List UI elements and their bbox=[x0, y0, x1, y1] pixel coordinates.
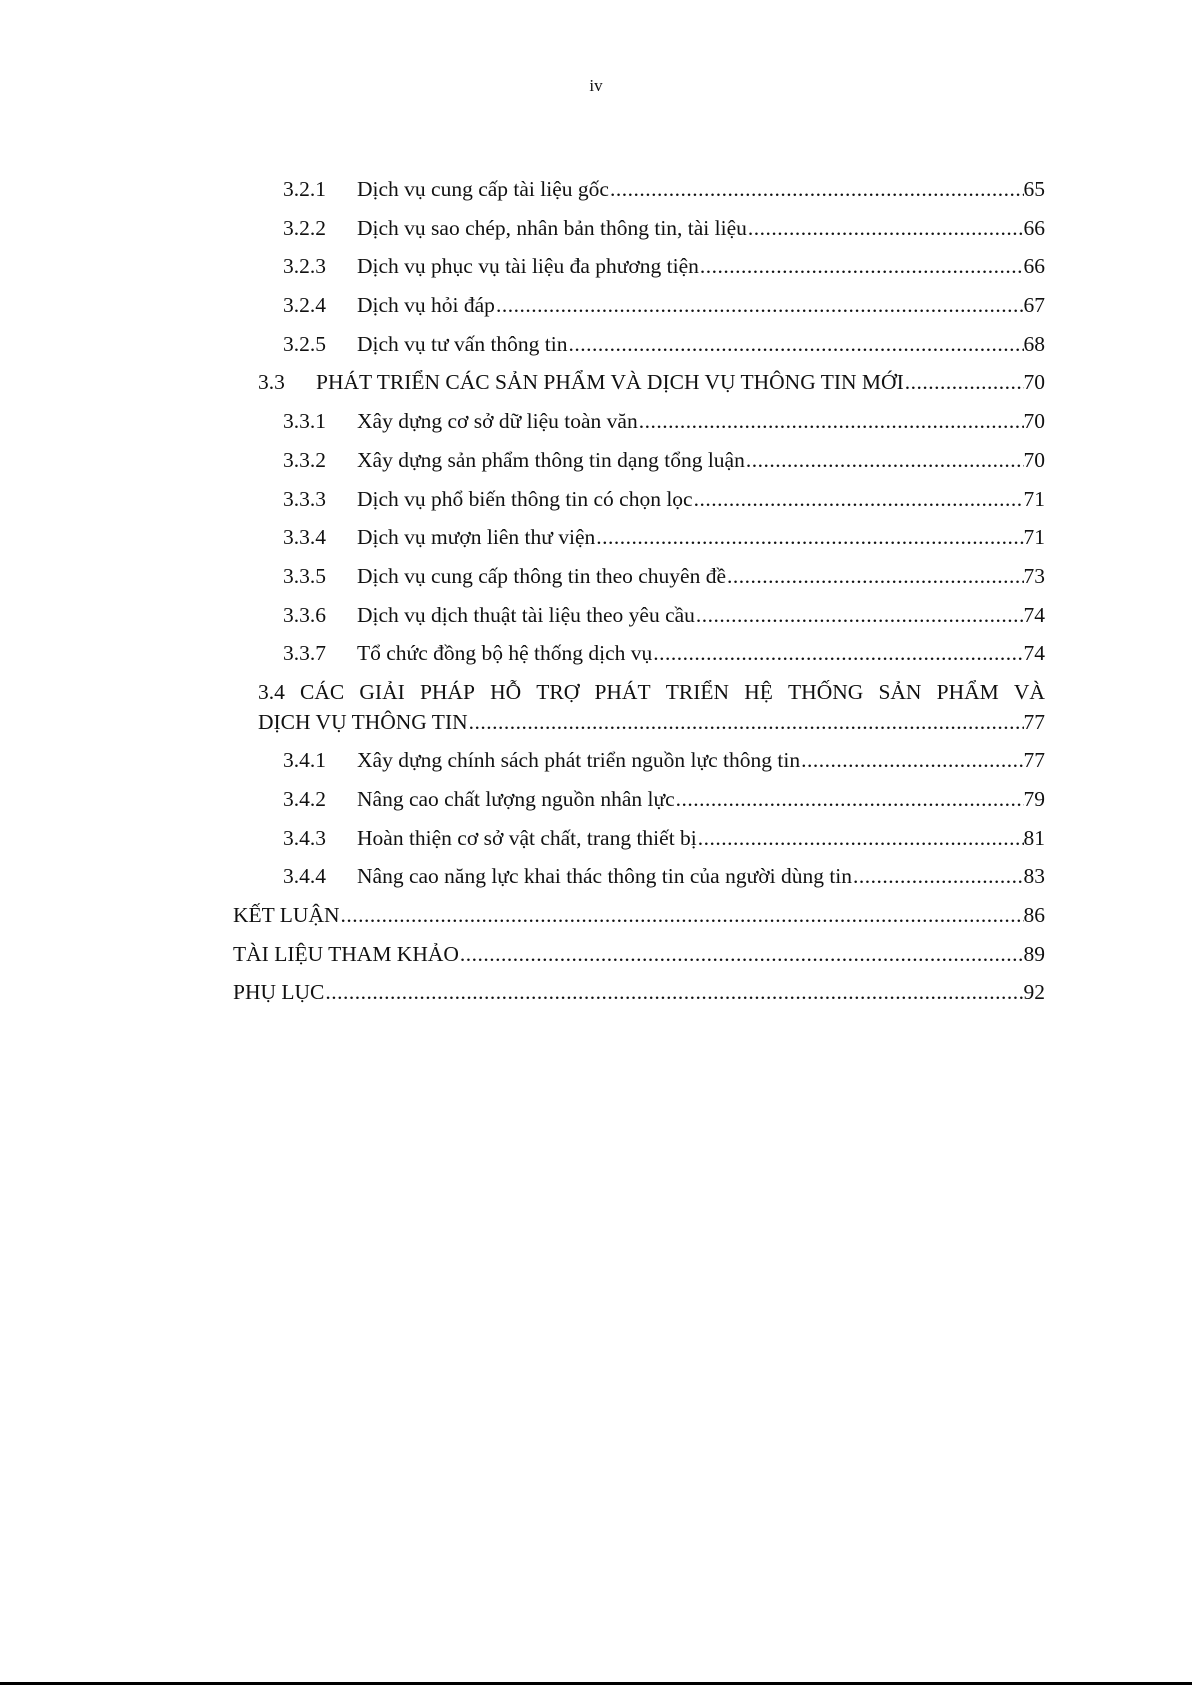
toc-entry-title: Nâng cao năng lực khai thác thông tin của người dùng tin bbox=[357, 864, 853, 889]
toc-entry-3-2-1[interactable] bbox=[233, 170, 1045, 209]
toc-entry-title: Xây dựng sản phẩm thông tin dạng tổng luận bbox=[357, 447, 745, 472]
toc-entry-3-2-3[interactable] bbox=[233, 247, 1045, 286]
toc-entry-number: 3.4.3 bbox=[283, 825, 326, 850]
toc-entry-number: 3.2.2 bbox=[283, 215, 326, 240]
toc-entry-number: 3.3.5 bbox=[283, 563, 326, 588]
toc-entry-3-3-1[interactable] bbox=[233, 402, 1045, 441]
toc-entry-title: Nâng cao chất lượng nguồn nhân lực bbox=[357, 787, 675, 811]
toc-dot-leader bbox=[697, 819, 1024, 858]
toc-dot-leader bbox=[675, 780, 1024, 819]
toc-entry-page: 73 bbox=[1023, 563, 1045, 588]
toc-entry-3-4-1[interactable] bbox=[233, 741, 1045, 780]
toc-entry-3-3-3[interactable] bbox=[233, 480, 1045, 519]
toc-entry-page: 77 bbox=[1023, 748, 1045, 773]
toc-entry-page: 67 bbox=[1023, 293, 1045, 318]
toc-dot-leader bbox=[693, 480, 1024, 519]
toc-entry-number: 3.3.3 bbox=[283, 486, 326, 511]
toc-entry-page: 70 bbox=[1023, 447, 1045, 472]
toc-entry-page: 92 bbox=[1023, 980, 1045, 1005]
toc-entry-page: 66 bbox=[1023, 215, 1045, 240]
toc-dot-leader bbox=[699, 247, 1024, 286]
toc-dot-leader bbox=[468, 703, 1024, 742]
toc-dot-leader bbox=[800, 741, 1023, 780]
toc-entry-number: 3.2.4 bbox=[283, 293, 326, 318]
toc-entry-page: 71 bbox=[1023, 525, 1045, 550]
toc-entry-title-word: SẢN bbox=[878, 679, 922, 704]
toc-entry-3-3-2[interactable] bbox=[233, 441, 1045, 480]
toc-entry-number: 3.3.2 bbox=[283, 447, 326, 472]
toc-entry-phu-luc[interactable] bbox=[233, 973, 1045, 1012]
toc-entry-title: PHÁT TRIỂN CÁC SẢN PHẨM VÀ DỊCH VỤ THÔNG TIN MỚI bbox=[316, 370, 904, 395]
toc-entry-title: KẾT LUẬN bbox=[233, 903, 340, 928]
toc-entry-page: 79 bbox=[1023, 787, 1045, 811]
toc-entry-page: 74 bbox=[1023, 602, 1045, 627]
toc-entry-title: Dịch vụ dịch thuật tài liệu theo yêu cầu bbox=[357, 602, 695, 627]
toc-entry-title: Xây dựng cơ sở dữ liệu toàn văn bbox=[357, 409, 638, 434]
toc-dot-leader bbox=[459, 935, 1024, 974]
toc-dot-leader bbox=[745, 441, 1024, 480]
toc-entry-3-3-4[interactable] bbox=[233, 518, 1045, 557]
toc-entry-title-word: HỆ bbox=[744, 679, 773, 704]
toc-entry-3-4-3[interactable] bbox=[233, 819, 1045, 858]
toc-entry-3-3-5[interactable] bbox=[233, 557, 1045, 596]
toc-entry-title-word: PHÁT bbox=[594, 679, 651, 704]
toc-entry-3-2-2[interactable] bbox=[233, 209, 1045, 248]
toc-entry-title-word: HỖ bbox=[490, 679, 522, 704]
toc-entry-title: Dịch vụ tư vấn thông tin bbox=[357, 331, 568, 356]
toc-entry-page: 65 bbox=[1023, 177, 1045, 201]
toc-entry-page: 89 bbox=[1023, 941, 1045, 966]
toc-entry-number: 3.4 bbox=[258, 679, 285, 704]
toc-dot-leader bbox=[609, 170, 1024, 209]
toc-entry-title: Dịch vụ phục vụ tài liệu đa phương tiện bbox=[357, 254, 699, 279]
toc-entry-number: 3.2.1 bbox=[283, 177, 326, 201]
toc-entry-title-word: GIẢI bbox=[359, 679, 405, 704]
toc-entry-title: Tổ chức đồng bộ hệ thống dịch vụ bbox=[357, 641, 653, 666]
toc-dot-leader bbox=[747, 209, 1024, 248]
table-of-contents bbox=[233, 170, 1045, 1012]
toc-entry-number: 3.2.3 bbox=[283, 254, 326, 279]
toc-entry-page: 70 bbox=[1023, 409, 1045, 434]
toc-entry-page: 74 bbox=[1023, 641, 1045, 666]
toc-entry-3-2-5[interactable] bbox=[233, 325, 1045, 364]
toc-entry-3-4-4[interactable] bbox=[233, 857, 1045, 896]
toc-entry-title-word: TRIỂN bbox=[665, 679, 730, 704]
toc-dot-leader bbox=[695, 596, 1024, 635]
toc-entry-title: Dịch vụ sao chép, nhân bản thông tin, tài liệu bbox=[357, 215, 747, 240]
toc-entry-title: PHỤ LỤC bbox=[233, 980, 325, 1005]
toc-entry-number: 3.4.4 bbox=[283, 864, 326, 889]
toc-entry-title: Dịch vụ phổ biến thông tin có chọn lọc bbox=[357, 486, 693, 511]
toc-entry-page: 81 bbox=[1023, 825, 1045, 850]
toc-entry-title-word: PHÁP bbox=[419, 679, 475, 704]
toc-dot-leader bbox=[904, 363, 1024, 402]
toc-dot-leader bbox=[638, 402, 1024, 441]
toc-entry-title: Dịch vụ cung cấp tài liệu gốc bbox=[357, 177, 609, 201]
toc-entry-title: Hoàn thiện cơ sở vật chất, trang thiết bị bbox=[357, 825, 697, 850]
toc-entry-number: 3.4.1 bbox=[283, 748, 326, 773]
toc-entry-title: Xây dựng chính sách phát triển nguồn lực thông tin bbox=[357, 748, 801, 773]
toc-entry-ket-luan[interactable] bbox=[233, 896, 1045, 935]
toc-entry-number: 3.3.4 bbox=[283, 525, 326, 550]
toc-entry-3-3-6[interactable] bbox=[233, 596, 1045, 635]
toc-entry-page: 70 bbox=[1023, 370, 1045, 395]
toc-entry-number: 3.3.6 bbox=[283, 602, 326, 627]
toc-entry-title-word: THỐNG bbox=[788, 679, 864, 704]
toc-entry-3-3[interactable] bbox=[233, 363, 1045, 402]
toc-dot-leader bbox=[324, 973, 1023, 1012]
toc-entry-3-2-4[interactable] bbox=[233, 286, 1045, 325]
toc-entry-number: 3.4.2 bbox=[283, 787, 326, 811]
toc-entry-page: 86 bbox=[1023, 903, 1045, 928]
toc-entry-tai-lieu-tham-khao[interactable] bbox=[233, 935, 1045, 974]
toc-entry-page: 71 bbox=[1023, 486, 1045, 511]
toc-entry-number: 3.3 bbox=[258, 370, 285, 395]
toc-entry-title: TÀI LIỆU THAM KHẢO bbox=[233, 941, 459, 966]
toc-entry-title: Dịch vụ mượn liên thư viện bbox=[357, 525, 596, 550]
toc-entry-page: 68 bbox=[1023, 331, 1045, 356]
toc-entry-number: 3.3.7 bbox=[283, 641, 326, 666]
toc-dot-leader bbox=[340, 896, 1024, 935]
toc-entry-3-4-2[interactable] bbox=[233, 780, 1045, 819]
toc-dot-leader bbox=[726, 557, 1024, 596]
toc-entry-title: Dịch vụ cung cấp thông tin theo chuyên đề bbox=[357, 563, 726, 588]
toc-dot-leader bbox=[568, 325, 1024, 364]
toc-entry-page: 83 bbox=[1023, 864, 1045, 889]
toc-entry-title-word: VÀ bbox=[1013, 679, 1045, 704]
toc-dot-leader bbox=[595, 518, 1023, 557]
toc-entry-title-word: TRỢ bbox=[536, 679, 580, 704]
toc-dot-leader bbox=[652, 634, 1023, 673]
toc-dot-leader bbox=[495, 286, 1024, 325]
toc-entry-3-4-continued[interactable] bbox=[233, 703, 1045, 742]
toc-entry-title-word: PHẨM bbox=[936, 679, 999, 704]
toc-entry-number: 3.2.5 bbox=[283, 331, 326, 356]
toc-entry-title: Dịch vụ hỏi đáp bbox=[357, 293, 495, 318]
toc-entry-3-3-7[interactable] bbox=[233, 634, 1045, 673]
page-number: iv bbox=[589, 76, 603, 95]
toc-entry-title-word: CÁC bbox=[300, 679, 345, 704]
toc-dot-leader bbox=[852, 857, 1023, 896]
toc-entry-page: 77 bbox=[1023, 709, 1045, 734]
toc-entry-title-line2: DỊCH VỤ THÔNG TIN bbox=[258, 709, 468, 734]
toc-entry-page: 66 bbox=[1023, 254, 1045, 279]
toc-entry-number: 3.3.1 bbox=[283, 409, 326, 434]
